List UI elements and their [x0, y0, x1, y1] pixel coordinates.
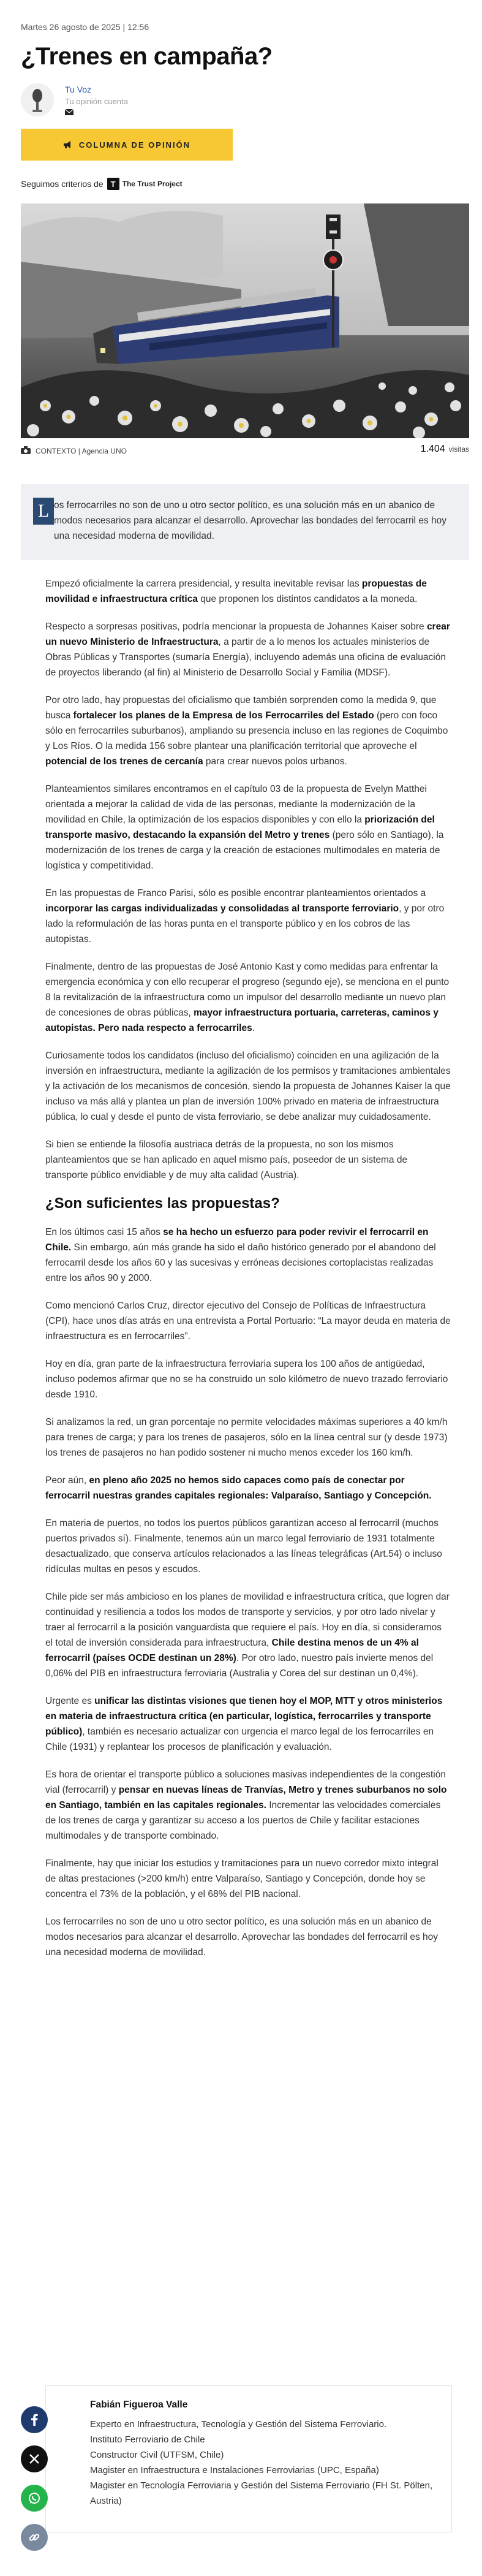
emphasis: unificar las distintas visiones que tienen hoy el MOP, MTT y otros ministerios en materia de infraestructura crítica (en particular, logística, ferrocarriles y transporte público)	[45, 1696, 443, 1737]
opinion-column-button[interactable]	[21, 129, 233, 161]
visit-count	[421, 444, 469, 455]
emphasis: potencial de los trenes de cercanía	[45, 756, 203, 767]
text: Sin embargo, aún más grande ha sido el daño histórico generado por el abandono del ferrocarril desde los años 60 y las sucesivas y erróneas decisiones cortoplacistas realizadas entre los años 90 y 2000.	[45, 1242, 436, 1283]
text: (pero sólo en Santiago), la modernización de los trenes de carga y la creación de estaciones multimodales en materia de logística y competitividad.	[45, 830, 444, 871]
paragraph: En materia de puertos, no todos los puertos públicos garantizan acceso al ferrocarril (muchos puertos privados sí). Finalmente, tenemos aún un marco legal ferroviario de 1931 totalmente desactualizado, que conserva artículos relacionados a las líneas telegráficas (Art.54) o incluso ridículas multas en pesos y escudos.	[45, 1518, 442, 1575]
author-block	[21, 83, 266, 120]
text: Es hora de orientar el transporte público a soluciones masivas independientes de la congestión vial (ferrocarril) y	[45, 1769, 446, 1795]
text: En los últimos casi 15 años	[45, 1227, 164, 1237]
page-title: ¿Trenes en campaña?	[21, 43, 273, 70]
trust-label: Seguimos criterios de	[21, 179, 104, 189]
text: En las propuestas de Franco Parisi, sólo es posible encontrar planteamientos orientados a	[45, 888, 426, 899]
text: , y por otro lado la reformulación de las horas punta en el transporte público y en los cobros de las autopistas.	[45, 903, 445, 944]
author-subtitle: Tu opinión cuenta	[65, 97, 128, 106]
bio-line: Experto en Infraestructura, Tecnología y Gestión del Sistema Ferroviario.	[90, 2419, 387, 2430]
paragraph	[45, 781, 451, 873]
copy-link-button[interactable]	[21, 2524, 48, 2551]
bio-line: Constructor Civil (UTFSM, Chile)	[90, 2450, 224, 2460]
text: Urgente es	[45, 1696, 95, 1706]
text: para crear nuevos polos urbanos.	[203, 756, 347, 767]
text: Respecto a sorpresas positivas, podría mencionar la propuesta de Johannes Kaiser sobre	[45, 621, 427, 632]
share-x-button[interactable]	[21, 2445, 48, 2472]
text: Peor aún,	[45, 1475, 89, 1486]
emphasis: crear un nuevo Ministerio de Infraestructura	[45, 621, 450, 647]
text: .	[252, 1023, 255, 1033]
paragraph	[45, 959, 451, 1036]
trust-project[interactable]	[21, 178, 183, 190]
emphasis: se ha hecho un esfuerzo para poder revivir el ferrocarril en Chile.	[45, 1227, 429, 1253]
paragraph	[45, 693, 451, 769]
text: Por otro lado, hay propuestas del oficialismo que también sorprenden como la medida 9, que busca	[45, 695, 437, 721]
bio-line: Magister en Tecnología Ferroviaria y Gestión del Sistema Ferroviario (FH St. Pölten, Austria)	[90, 2480, 433, 2506]
paragraph: Curiosamente todos los candidatos (incluso del oficialismo) coinciden en una agilización de la inversión en infraestructura, mediante la agilización de los permisos y tramitaciones ambientales y la activación de los mecanismos de concesión, siendo la propuesta de Johannes Kaiser la que incluso va más allá y plantea un plan de inversión 100% privado en materia de infraestructura pública, lo cual y desde el punto de vista ferroviario, se debe analizar muy cuidadosamente.	[45, 1051, 451, 1122]
emphasis: priorización del transporte masivo, destacando la expansión del Metro y trenes	[45, 815, 435, 840]
share-facebook-button[interactable]	[21, 2406, 48, 2433]
avatar[interactable]	[21, 83, 54, 116]
article-date: Martes 26 agosto de 2025 | 12:56	[21, 22, 149, 32]
text: . Por otro lado, nuestro país invierte menos del 0,06% del PIB en infraestructura ferroviaria (Australia y Corea del sur destinan un 0,4%).	[45, 1653, 434, 1679]
article-body	[45, 576, 451, 1972]
paragraph: Los ferrocarriles no son de uno u otro sector político, es una solución más en un abanico de modos necesarios para alcanzar el desarrollo. Aprovechar las bondades del ferrocarril es hoy una necesidad moderna de movilidad.	[45, 1917, 439, 1958]
author-bio	[45, 2385, 452, 2532]
visit-count-value: 1.404	[420, 444, 445, 454]
visit-count-label: visitas	[448, 445, 469, 454]
mail-icon[interactable]	[65, 109, 73, 115]
paragraph	[45, 1589, 451, 1681]
text: que proponen los distintos candidatos a la moneda.	[197, 594, 418, 604]
author-name[interactable]: Tu Voz	[65, 85, 92, 94]
emphasis: en pleno año 2025 no hemos sido capaces como país de conectar por ferrocarril nuestras grandes capitales regionales: Valparaíso, Santiago y Concepción.	[45, 1475, 432, 1501]
paragraph: Si bien se entiende la filosofía austriaca detrás de la propuesta, no son los mismos planteamientos que se han aplicado en aquel mismo país, poseedor de un sistema de transporte público envidiable y de muy alta calidad (Austria).	[45, 1139, 408, 1180]
link-icon	[28, 2531, 40, 2544]
paragraph	[45, 576, 451, 607]
emphasis: propuestas de movilidad e infraestructura crítica	[45, 579, 427, 604]
photo-credit: CONTEXTO | Agencia UNO	[36, 447, 127, 455]
hero-image	[21, 203, 469, 438]
text: Planteamientos similares encontramos en el capítulo 03 de la propuesta de Evelyn Matthei orientada a mejorar la calidad de vida de las personas, mediante la modernización de la movilidad en Chile, la optimización de los espacios disponibles y con ello la	[45, 784, 427, 825]
paragraph: Finalmente, hay que iniciar los estudios y tramitaciones para un nuevo corredor mixto integral de altas prestaciones (>200 km/h) entre Valparaíso, Santiago y Concepción, donde hoy se concentra el 73% de la población, y el 68% del PIB nacional.	[45, 1858, 439, 1899]
section-heading: ¿Son suficientes las propuestas?	[45, 1195, 280, 1212]
emphasis: mayor infraestructura portuaria, carreteras, caminos y autopistas. Pero nada respecto a ferrocarriles	[45, 1008, 439, 1033]
paragraph: Como mencionó Carlos Cruz, director ejecutivo del Consejo de Políticas de Infraestructura (CPI), hace unos días atrás en una entrevista a Portal Portuario: “La mayor deuda en materia de infraestructura es en ferrocarriles”.	[45, 1301, 451, 1342]
paragraph: Hoy en día, gran parte de la infraestructura ferroviaria supera los 100 años de antigüedad, incluso podemos afirmar que no se ha construido un solo kilómetro de nuevo trazado ferroviario desde 1910.	[45, 1359, 448, 1400]
emphasis: fortalecer los planes de la Empresa de los Ferrocarriles del Estado	[73, 710, 374, 721]
paragraph	[45, 619, 451, 680]
text: (pero con foco sólo en ferrocarriles suburbanos), ampliando su presencia incluso en las regiones de Coquimbo y Los Ríos. O la medida 156 sobre plantear una planificación territorial que aproveche el	[45, 710, 448, 751]
dropcap: L	[33, 498, 54, 525]
text: Finalmente, dentro de las propuestas de José Antonio Kast y como medidas para enfrentar la emergencia económica y con ello recuperar el progreso (segundo eje), se menciona en el punto 8 la revitalización de la infraestructura como un impulsor del desarrollo mediante un nuevo plan de concesiones de obras públicas,	[45, 962, 450, 1018]
paragraph: Si analizamos la red, un gran porcentaje no permite velocidades máximas superiores a 40 km/h para trenes de carga; y para los trenes de pasajeros, sólo en la línea central sur (y desde 1973) los trenes de pasajeros no han podido sostener ni mucho menos exceder los 160 km/h.	[45, 1417, 448, 1458]
facebook-icon	[31, 2414, 38, 2426]
bio-line: Instituto Ferroviario de Chile	[90, 2434, 205, 2445]
lead-paragraph	[21, 484, 469, 560]
paragraph	[45, 1693, 451, 1755]
paragraph	[45, 1767, 451, 1844]
lead-text: os ferrocarriles no son de uno u otro sector político, es una solución más en un abanico de modos necesarios para alcanzar el desarrollo. Aprovechar las bondades del ferrocarril es hoy una necesidad moderna de movilidad.	[54, 500, 447, 541]
text: , a partir de a lo menos los actuales ministerios de Obras Públicas y Transportes (sumaría Energía), incluyendo además una oficina de evaluación de proyectos liberando (al fin) al Ministerio de Desarrollo Social y Familia (MDSF).	[45, 637, 446, 678]
megaphone-icon	[63, 140, 73, 149]
x-twitter-icon	[29, 2453, 40, 2464]
emphasis: incorporar las cargas individualizadas y consolidadas al transporte ferroviario	[45, 903, 399, 914]
camera-icon	[21, 446, 31, 454]
paragraph	[45, 1473, 451, 1503]
paragraph	[45, 886, 451, 947]
whatsapp-icon	[28, 2491, 41, 2505]
paragraph	[45, 1225, 451, 1286]
emphasis: Chile destina menos de un 4% al ferrocarril (países OCDE destinan un 28%)	[45, 1638, 419, 1663]
text: Incrementar las velocidades comerciales de los trenes de carga y garantizar su acceso a los puertos de Chile y facilitar estaciones multimodales y de transporte combinado.	[45, 1800, 441, 1841]
trust-logo-text: The Trust Project	[122, 180, 183, 188]
bio-lines	[90, 2417, 445, 2509]
emphasis: pensar en nuevas líneas de Tranvías, Metro y trenes suburbanos no solo en Santiago, también en las capitales regionales.	[45, 1785, 447, 1810]
trust-project-logo[interactable]	[107, 178, 183, 190]
text: Empezó oficialmente la carrera presidencial, y resulta inevitable revisar las	[45, 579, 362, 589]
trust-logo-icon: T	[107, 178, 119, 190]
bio-line: Magister en Infraestructura e Instalaciones Ferroviarias (UPC, España)	[90, 2465, 379, 2475]
share-whatsapp-button[interactable]	[21, 2485, 48, 2512]
bio-name: Fabián Figueroa Valle	[90, 2399, 188, 2410]
text: Chile pide ser más ambicioso en los planes de movilidad e infraestructura crítica, que logren dar continuidad y resiliencia a todos los modos de transporte y servicios, y por otro lado nivelar y traer al ferrocarril a la posición vanguardista que requiere el país. Hoy en día, si consideramos el total de inversión considerada para infraestructura,	[45, 1592, 450, 1648]
text: , también es necesario actualizar con urgencia el marco legal de los ferrocarriles en Chile (1931) y replantear los procesos de planificación y evaluación.	[45, 1727, 434, 1752]
opinion-column-label: COLUMNA DE OPINIÓN	[78, 140, 191, 150]
